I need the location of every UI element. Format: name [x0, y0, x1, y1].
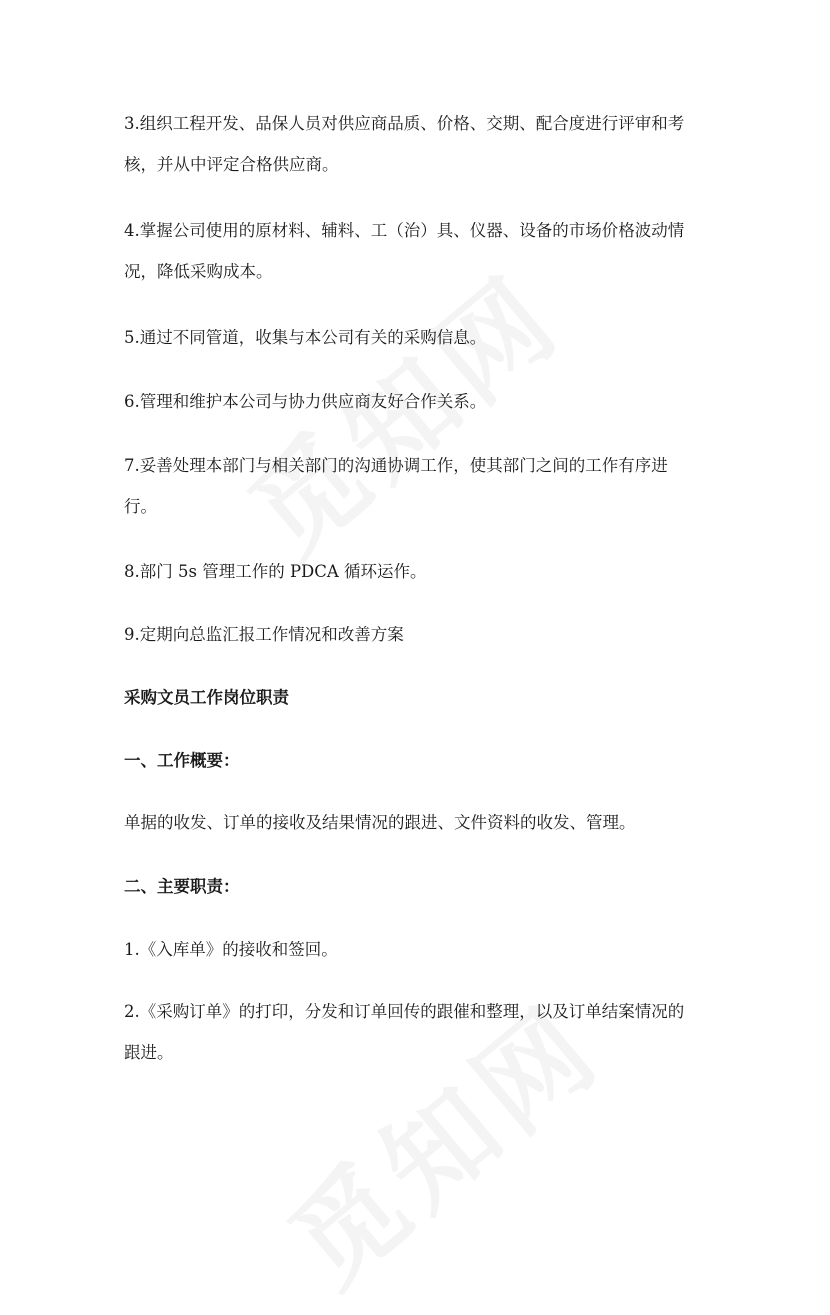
section-title: 采购文员工作岗位职责 — [124, 688, 289, 707]
body-text-line: 行。 — [124, 497, 157, 516]
body-text-line: 核，并从中评定合格供应商。 — [124, 155, 339, 174]
body-text-line: 跟进。 — [124, 1043, 174, 1062]
body-text-line: 4.掌握公司使用的原材料、辅料、工（治）具、仪器、设备的市场价格波动情 — [124, 221, 685, 240]
body-text-line: 8.部门 5s 管理工作的 PDCA 循环运作。 — [124, 562, 427, 581]
body-text-line: 7.妥善处理本部门与相关部门的沟通协调工作，使其部门之间的工作有序进 — [124, 456, 668, 475]
section-heading: 二、主要职责： — [124, 877, 240, 896]
body-text-line: 况，降低采购成本。 — [124, 262, 273, 281]
body-text-line: 单据的收发、订单的接收及结果情况的跟进、文件资料的收发、管理。 — [124, 813, 636, 832]
body-text-line: 2.《采购订单》的打印，分发和订单回传的跟催和整理，以及订单结案情况的 — [124, 1002, 685, 1021]
body-text-line: 5.通过不同管道，收集与本公司有关的采购信息。 — [124, 328, 487, 347]
body-text-line: 3.组织工程开发、品保人员对供应商品质、价格、交期、配合度进行评审和考 — [124, 114, 685, 133]
body-text-line: 9.定期向总监汇报工作情况和改善方案 — [124, 625, 404, 644]
body-text-line: 6.管理和维护本公司与协力供应商友好合作关系。 — [124, 392, 487, 411]
section-heading: 一、工作概要： — [124, 751, 240, 770]
body-text-line: 1.《入库单》的接收和签回。 — [124, 940, 338, 959]
